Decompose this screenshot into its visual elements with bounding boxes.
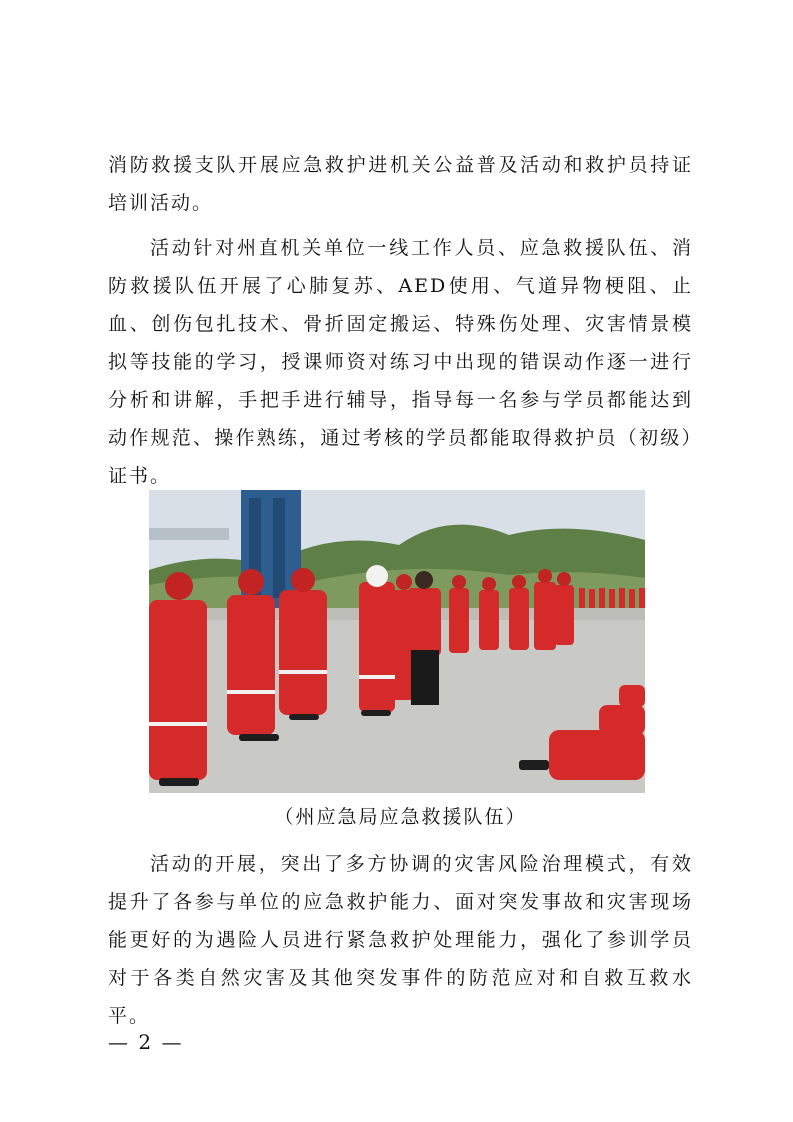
instructor-pants (411, 650, 439, 705)
instructor-head (415, 571, 433, 589)
shelter-roof (149, 528, 229, 540)
page-number: — 2 — (108, 1030, 184, 1054)
instructor-vest (407, 588, 441, 656)
photo-caption: （州应急局应急救援队伍） (274, 806, 527, 828)
paragraph-2: 活动针对州直机关单位一线工作人员、应急救援队伍、消防救援队伍开展了心肺复苏、AED使用、气道异物梗阻、止血、创伤包扎技术、骨折固定搬运、特殊伤处理、灾害情景模拟等技能的学习，授课师资对练习中出现的错误动作逐一进行分析和讲解，手把手进行辅导，指导每一名参与学员都能达到动作规范、操作熟练，通过考核的学员都能取得救护员（初级）证书。 (108, 237, 693, 487)
training-photo (149, 490, 645, 793)
paragraph-1: 消防救援支队开展应急救护进机关公益普及活动和救护员持证培训活动。 (108, 154, 693, 214)
photo-illustration (149, 490, 645, 793)
paragraph-3: 活动的开展，突出了多方协调的灾害风险治理模式，有效提升了各参与单位的应急救护能力、面对突发事故和灾害现场能更好的为遇险人员进行紧急救护处理能力，强化了参训学员对于各类自然灾害及其他突发事件的防范应对和自救互救水平。 (108, 853, 693, 1027)
white-cap (366, 565, 388, 587)
